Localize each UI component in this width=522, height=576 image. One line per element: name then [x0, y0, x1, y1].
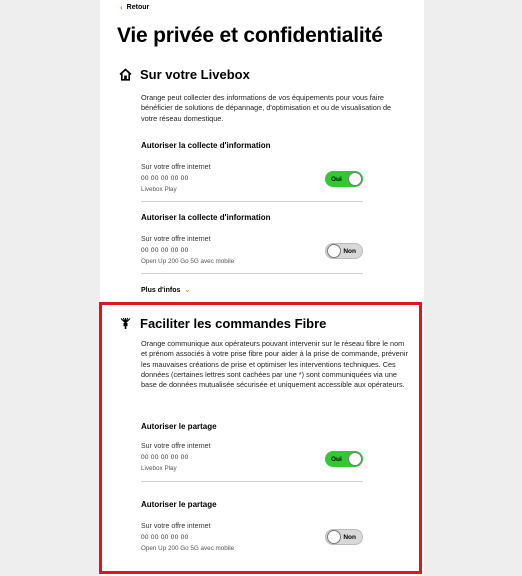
fibre-description: Orange communique aux opérateurs pouvant intervenir sur le réseau fibre le nom et prénom associés à votre prise fibre pour aider à la prise de commande, prévenir les mauvaises créations de prise et optimiser les interventions techniques. Ces données (certaines lettres sont cachées par une *) sont communiquées via une base de données mutualisée sécurisée et uniquement accessible aux opérateurs. — [141, 339, 408, 390]
livebox-setting-2-toggle[interactable] — [325, 243, 363, 259]
fibre-setting-2-toggle[interactable] — [325, 529, 363, 545]
livebox-setting-2-offer: Sur votre offre internet — [141, 236, 211, 243]
toggle-label: Non — [343, 247, 356, 255]
fibre-setting-1-toggle[interactable] — [325, 451, 363, 467]
more-info-link[interactable] — [141, 286, 190, 294]
livebox-setting-1-title: Autoriser la collecte d'information — [141, 141, 271, 150]
livebox-setting-1-toggle[interactable] — [325, 171, 363, 187]
toggle-label: Oui — [331, 455, 342, 463]
livebox-section-title: Sur votre Livebox — [140, 67, 250, 82]
toggle-knob — [348, 172, 362, 186]
divider — [141, 201, 363, 202]
back-label: Retour — [126, 4, 150, 11]
livebox-setting-1-plan: Livebox Play — [141, 186, 177, 193]
fibre-setting-2-number: 00 00 00 00 00 — [141, 534, 189, 541]
toggle-knob — [348, 452, 362, 466]
livebox-description: Orange peut collecter des informations de vos équipements pour vous faire bénéficier de solutions de dépannage, d'optimisation et ou de visualisation de votre réseau domestique. — [141, 93, 392, 123]
page-title: Vie privée et confidentialité — [117, 24, 383, 47]
fibre-setting-1-offer: Sur votre offre internet — [141, 443, 211, 450]
toggle-knob — [327, 530, 341, 544]
fibre-icon — [119, 317, 132, 330]
divider — [141, 273, 363, 274]
livebox-setting-1-number: 00 00 00 00 00 — [141, 175, 189, 182]
livebox-setting-2-number: 00 00 00 00 00 — [141, 247, 189, 254]
more-info-label: Plus d'infos — [141, 286, 181, 294]
toggle-label: Oui — [331, 175, 342, 183]
divider — [141, 481, 363, 482]
toggle-knob — [327, 244, 341, 258]
livebox-setting-2-plan: Open Up 200 Go 5G avec mobile — [141, 258, 235, 265]
livebox-setting-2-title: Autoriser la collecte d'information — [141, 213, 271, 222]
back-link[interactable] — [120, 3, 149, 12]
home-icon — [119, 68, 132, 81]
fibre-section-header — [119, 316, 326, 331]
fibre-setting-2-offer: Sur votre offre internet — [141, 523, 211, 530]
chevron-left-icon: ‹ — [120, 3, 123, 12]
livebox-setting-1-offer: Sur votre offre internet — [141, 164, 211, 171]
fibre-setting-1-plan: Livebox Play — [141, 465, 177, 472]
fibre-section-title: Faciliter les commandes Fibre — [140, 316, 327, 331]
fibre-setting-2-plan: Open Up 200 Go 5G avec mobile — [141, 545, 235, 552]
fibre-setting-2-title: Autoriser le partage — [141, 500, 217, 509]
fibre-setting-1-title: Autoriser le partage — [141, 422, 217, 431]
fibre-setting-1-number: 00 00 00 00 00 — [141, 454, 189, 461]
livebox-section-header — [119, 67, 250, 82]
chevron-down-icon: ⌄ — [184, 287, 191, 294]
toggle-label: Non — [343, 533, 356, 541]
